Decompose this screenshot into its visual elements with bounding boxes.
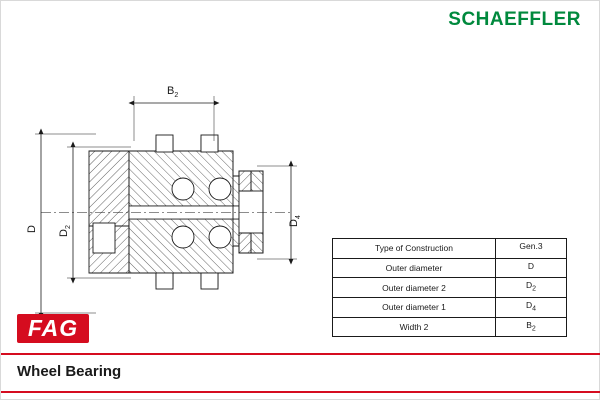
table-cell-label: Outer diameter <box>333 258 496 278</box>
footer-divider-top <box>1 353 600 355</box>
table-cell-label: Outer diameter 2 <box>333 278 496 298</box>
dimension-label-d2: $D_2$ <box>58 225 72 237</box>
table-cell-label: Type of Construction <box>333 239 496 259</box>
table-cell-label: Width 2 <box>333 317 496 337</box>
dimension-label-d: D <box>26 225 38 233</box>
table-row <box>333 258 567 278</box>
table-cell-value: $D_4$ <box>496 298 567 318</box>
dimension-label-d4: $D_4$ <box>288 215 302 227</box>
table-cell-value: $B_2$ <box>496 317 567 337</box>
table-row <box>333 239 567 259</box>
fag-logo-text: FAG <box>27 315 79 341</box>
table-row <box>333 317 567 337</box>
table-cell-value: $D_2$ <box>496 278 567 298</box>
fag-logo <box>17 314 89 343</box>
table-cell-value: Gen.3 <box>496 239 567 259</box>
specification-table <box>332 238 567 337</box>
table-row <box>333 278 567 298</box>
table-row <box>333 298 567 318</box>
footer-divider-bottom <box>1 391 600 393</box>
table-cell-label: Outer diameter 1 <box>333 298 496 318</box>
product-title: Wheel Bearing <box>17 363 122 380</box>
dimension-label-b2: $B_2$ <box>167 85 179 99</box>
table-cell-value: D <box>496 258 567 278</box>
schaeffler-logo: SCHAEFFLER <box>448 9 581 30</box>
